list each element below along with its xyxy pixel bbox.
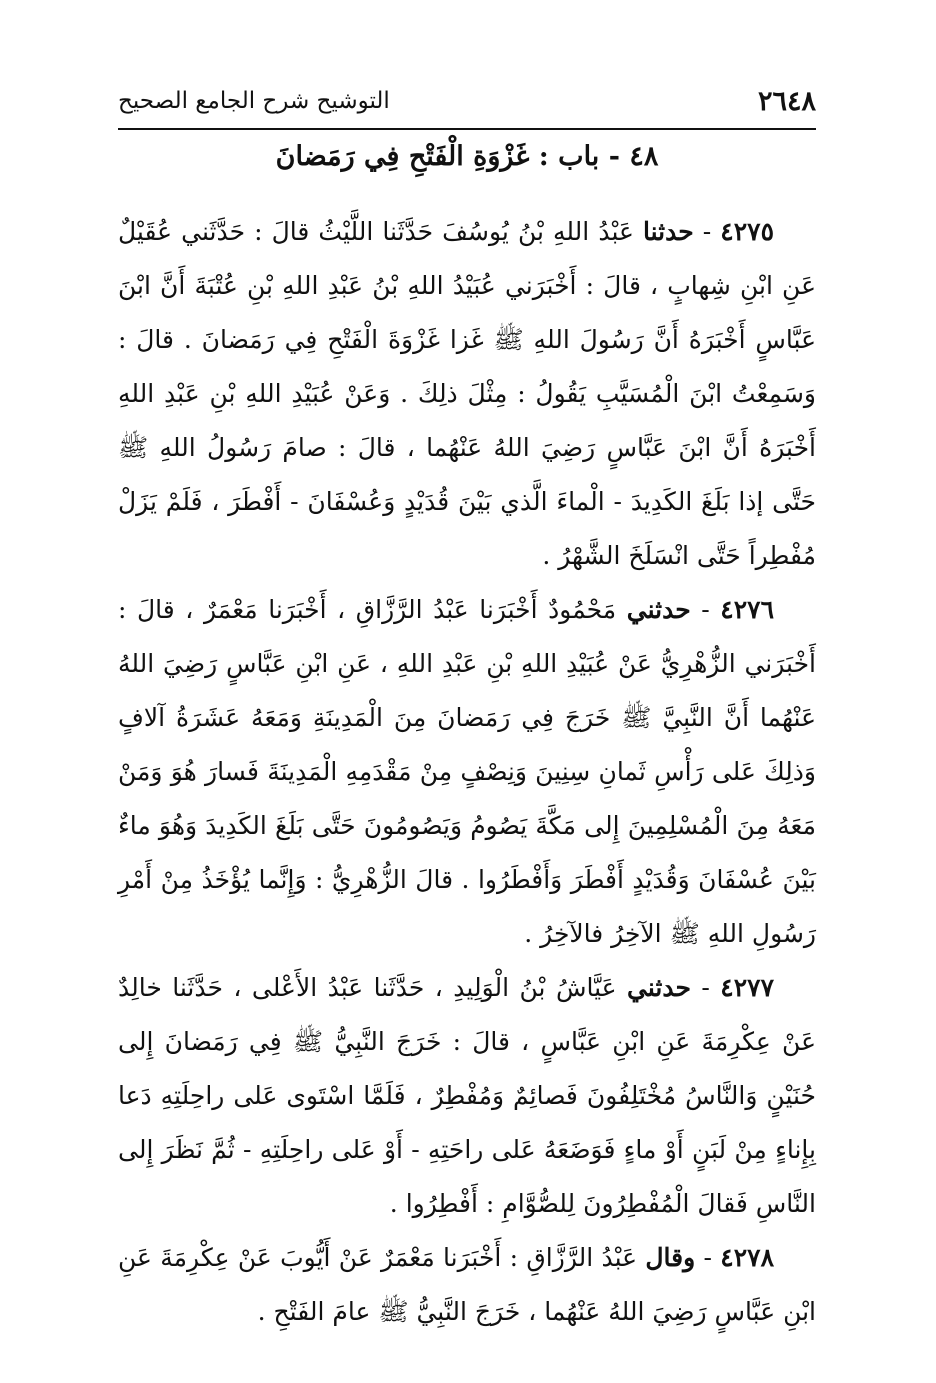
hadith-4275 xyxy=(118,205,816,583)
hadith-text: عَبْدُ اللهِ بْنُ يُوسُفَ حَدَّثَنا اللَّيْثُ قالَ : حَدَّثَني عُقَيْلٌ عَنِ ابْنِ شِهابٍ ، قالَ : أَخْبَرَني عُبَيْدُ اللهِ بْنُ عَبْدِ اللهِ بْنِ عُتْبَةَ أَنَّ ابْنَ عَبَّاسٍ أَخْبَرَهُ أَنَّ رَسُولَ اللهِ ﷺ غَزا غَزْوَةَ الْفَتْحِ فِي رَمَضانَ . قالَ : وَسَمِعْتُ ابْنَ الْمُسَيَّبِ يَقُولُ : مِثْلَ ذلِكَ . وَعَنْ عُبَيْدِ اللهِ بْنِ عَبْدِ اللهِ أَخْبَرَهُ أَنَّ ابْنَ عَبَّاسٍ رَضِيَ اللهُ عَنْهُما ، قالَ : صامَ رَسُولُ اللهِ ﷺ حَتَّى إذا بَلَغَ الكَدِيدَ - الْماءَ الَّذي بَيْنَ قُدَيْدٍ وَعُسْفَانَ - أَفْطَرَ ، فَلَمْ يَزَلْ مُفْطِراً حَتَّى انْسَلَخَ الشَّهْرُ . xyxy=(118,217,816,570)
hadith-number: ٤٢٧٧ xyxy=(720,973,775,1002)
hadith-separator: - xyxy=(695,1243,721,1272)
chapter-heading: ٤٨ - باب : غَزْوَةِ الْفَتْحِ فِي رَمَضانَ xyxy=(275,141,659,172)
hadith-text: عَيَّاشُ بْنُ الْوَلِيدِ ، حَدَّثَنا عَبْدُ الأَعْلى ، حَدَّثَنا خالِدٌ عَنْ عِكْرِمَةَ عَنِ ابْنِ عَبَّاسٍ ، قالَ : خَرَجَ النَّبِيُّ ﷺ فِي رَمَضانَ إِلى حُنَيْنٍ وَالنَّاسُ مُخْتَلِفُونَ فَصائِمٌ وَمُفْطِرٌ ، فَلَمَّا اسْتَوى عَلى راحِلَتِهِ دَعا بِإِناءٍ مِنْ لَبَنٍ أَوْ ماءٍ فَوَضَعَهُ عَلى راحَتِهِ - أَوْ عَلى راحِلَتِهِ - ثُمَّ نَظَرَ إِلى النَّاسِ فَقالَ الْمُفْطِرُونَ لِلصُّوَّامِ : أَفْطِرُوا . xyxy=(118,973,816,1218)
hadith-separator: - xyxy=(690,973,721,1002)
hadith-text: مَحْمُودٌ أَخْبَرَنا عَبْدُ الرَّزَّاقِ ، أَخْبَرَنا مَعْمَرٌ ، قالَ : أَخْبَرَني الزُّهْرِيُّ عَنْ عُبَيْدِ اللهِ بْنِ عَبْدِ اللهِ ، عَنِ ابْنِ عَبَّاسٍ رَضِيَ اللهُ عَنْهُما أَنَّ النَّبِيَّ ﷺ خَرَجَ فِي رَمَضانَ مِنَ الْمَدِينَةِ وَمَعَهُ عَشَرَةُ آلافٍ وَذلِكَ عَلى رَأْسِ ثَمانِ سِنِينَ وَنِصْفٍ مِنْ مَقْدَمِهِ الْمَدِينَةَ فَسارَ هُوَ وَمَنْ مَعَهُ مِنَ الْمُسْلِمِينَ إِلى مَكَّةَ يَصُومُ وَيَصُومُونَ حَتَّى بَلَغَ الكَدِيدَ وَهُوَ ماءٌ بَيْنَ عُسْفَانَ وَقُدَيْدٍ أَفْطَرَ وَأَفْطَرُوا . قالَ الزُّهْرِيُّ : وَإِنَّما يُؤْخَذُ مِنْ أَمْرِ رَسُولِ اللهِ ﷺ الآخِرُ فالآخِرُ . xyxy=(118,595,816,948)
hadith-number: ٤٢٧٦ xyxy=(720,595,775,624)
hadith-lead-word: حدثنا xyxy=(642,217,694,246)
hadith-4277 xyxy=(118,961,816,1231)
hadith-lead-word: حدثني xyxy=(626,595,691,624)
hadith-lead-word: حدثني xyxy=(627,973,691,1002)
header-divider xyxy=(118,128,816,130)
hadith-number: ٤٢٧٥ xyxy=(720,217,774,246)
running-head xyxy=(118,82,816,122)
hadith-separator: - xyxy=(693,217,721,246)
hadith-text: عَبْدُ الرَّزَّاقِ : أَخْبَرَنا مَعْمَرٌ عَنْ أَيُّوبَ عَنْ عِكْرِمَةَ عَنِ ابْنِ عَبَّاسٍ رَضِيَ اللهُ عَنْهُما ، خَرَجَ النَّبِيُّ ﷺ عامَ الفَتْحِ . xyxy=(118,1243,816,1326)
page-number: ٢٦٤٨ xyxy=(757,86,816,117)
book-title: التوشيح شرح الجامع الصحيح xyxy=(118,88,390,114)
hadith-4278 xyxy=(118,1231,816,1339)
hadith-4276 xyxy=(118,583,816,961)
hadith-body xyxy=(118,205,816,1339)
hadith-separator: - xyxy=(690,595,721,624)
hadith-lead-word: وقال xyxy=(645,1243,696,1272)
hadith-number: ٤٢٧٨ xyxy=(720,1243,774,1272)
